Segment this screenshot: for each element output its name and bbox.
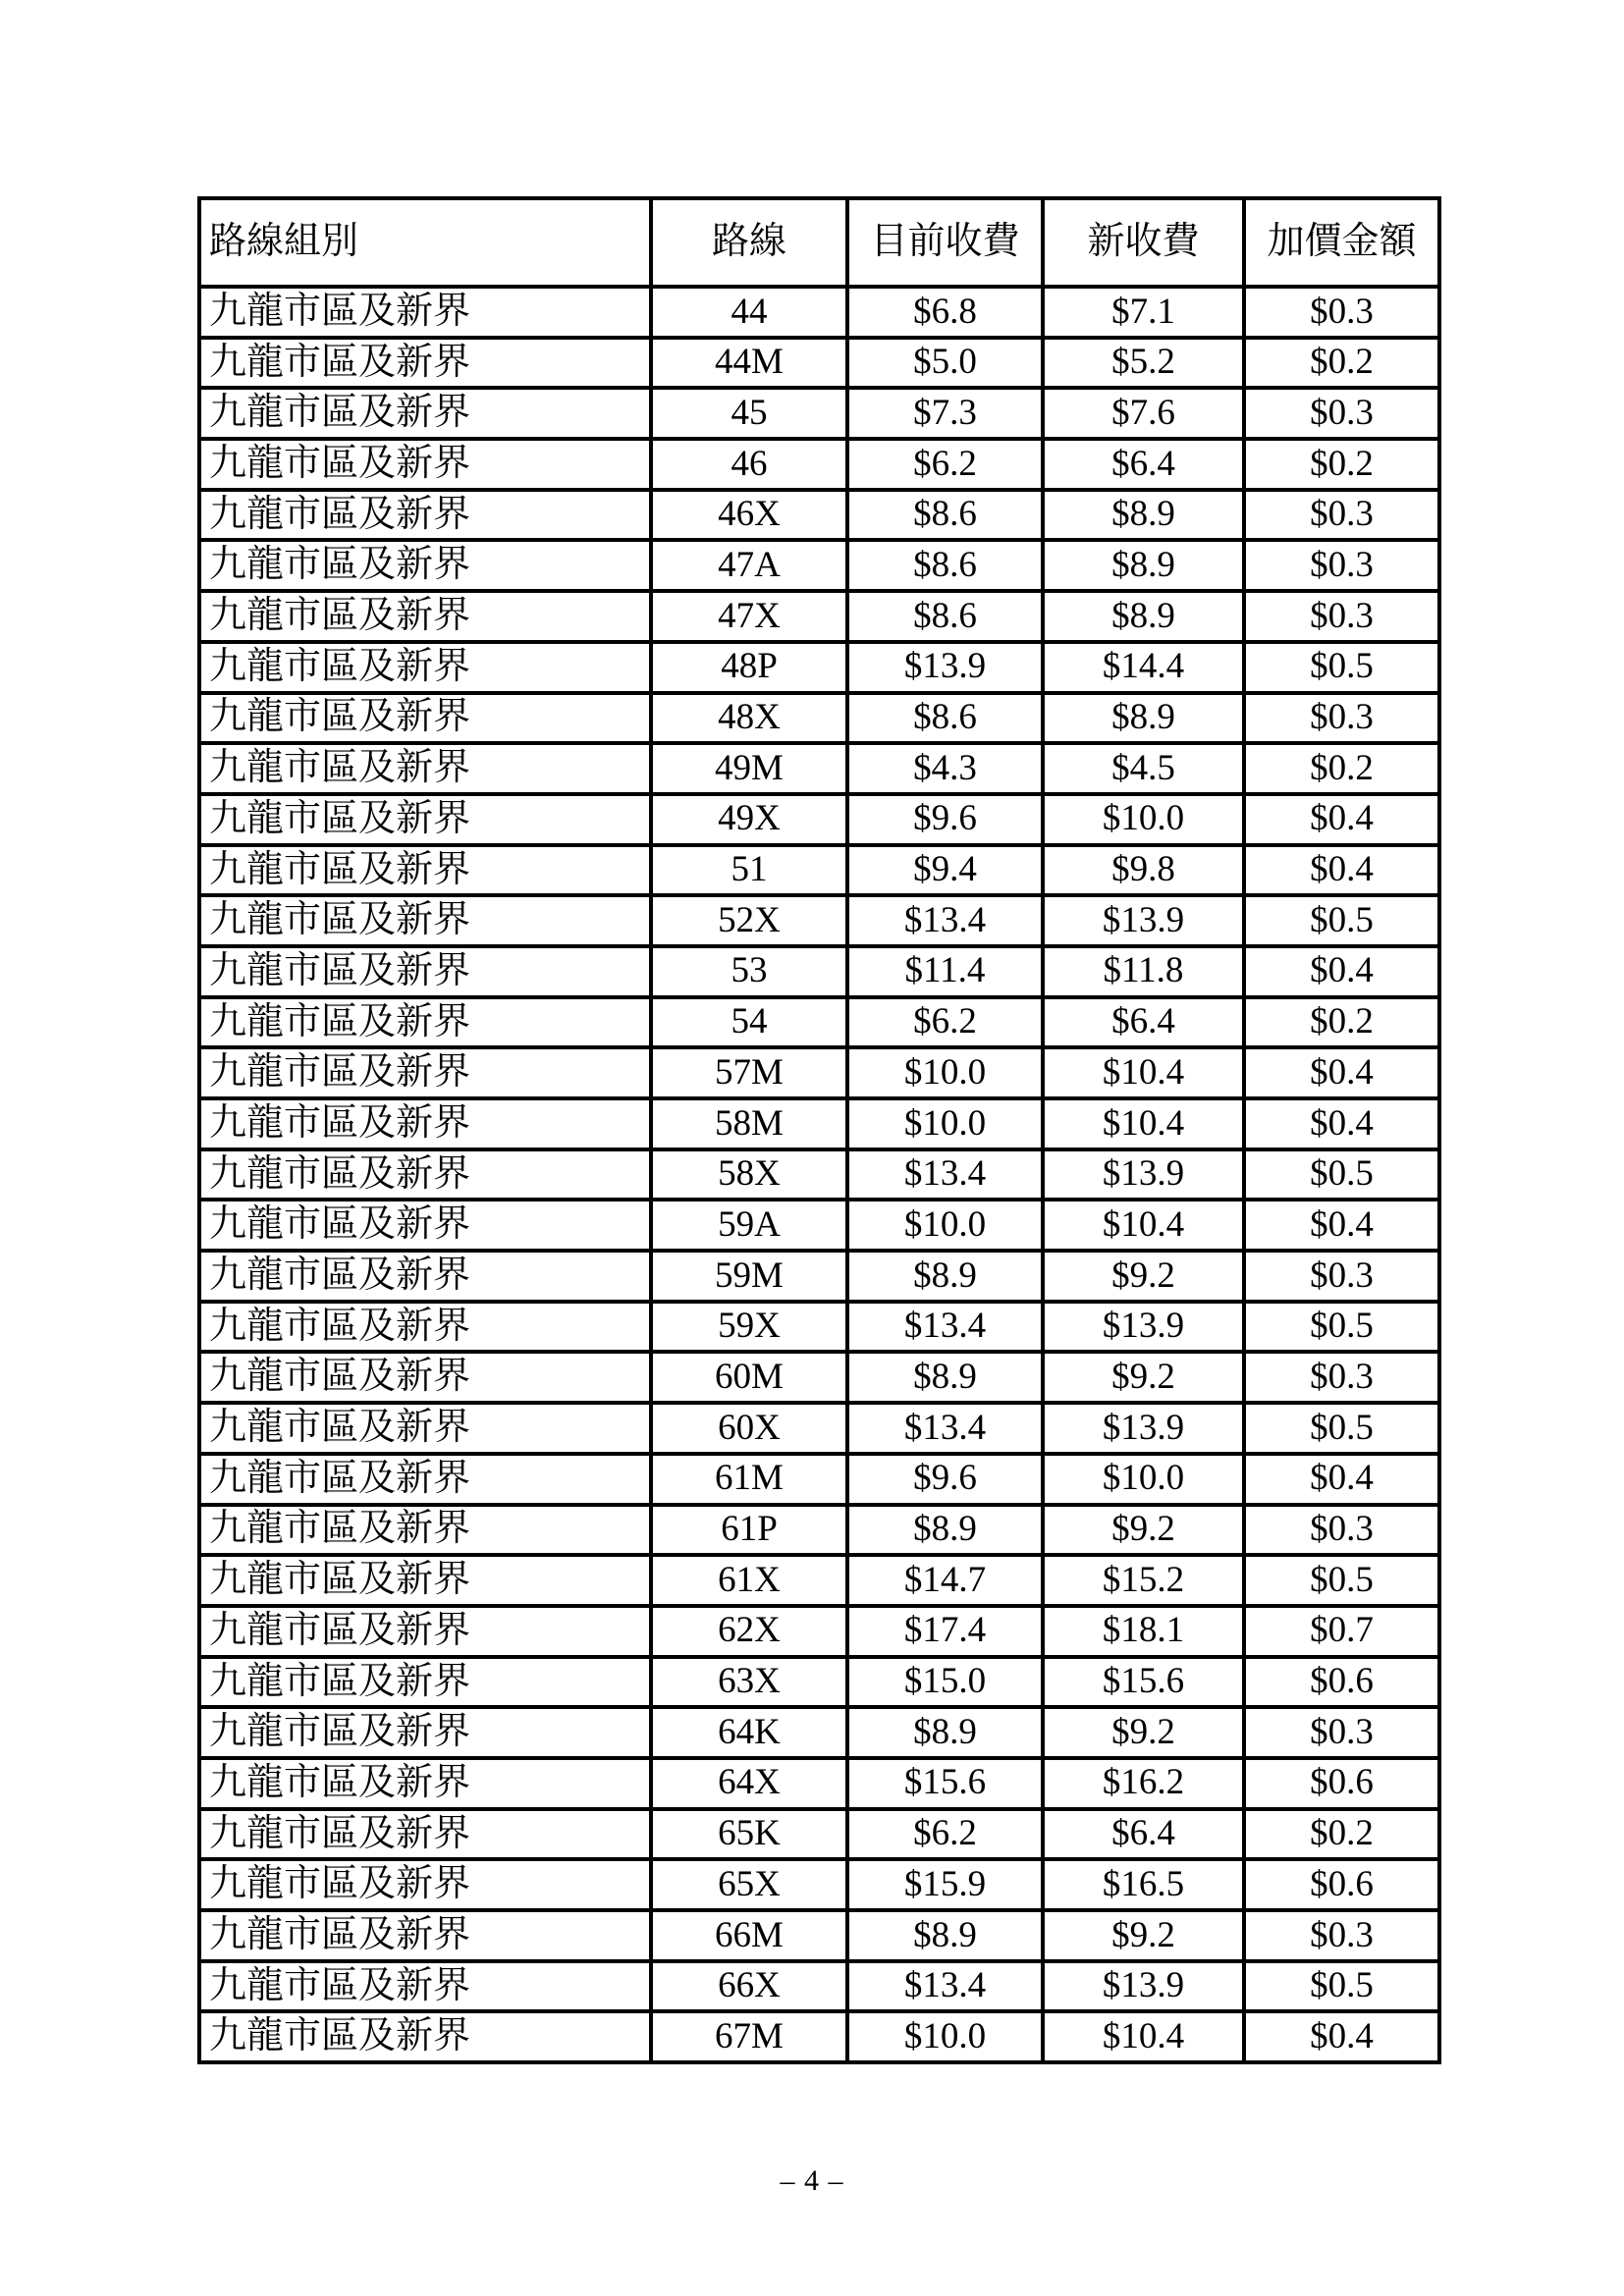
table-row [199,845,1439,896]
cell-route: 47A [651,540,847,591]
cell-current: $8.9 [847,1352,1043,1403]
cell-group: 九龍市區及新界 [199,845,651,896]
cell-current: $8.9 [847,1505,1043,1556]
table-row [199,1302,1439,1353]
table-row [199,997,1439,1048]
cell-group: 九龍市區及新界 [199,1047,651,1098]
table-row [199,895,1439,946]
cell-current: $10.0 [847,1200,1043,1251]
cell-new: $10.4 [1043,1098,1244,1149]
cell-route: 64K [651,1707,847,1758]
cell-new: $16.2 [1043,1758,1244,1809]
cell-increase: $0.4 [1244,794,1439,845]
cell-group: 九龍市區及新界 [199,1657,651,1708]
cell-group: 九龍市區及新界 [199,1555,651,1606]
cell-new: $5.2 [1043,338,1244,389]
column-header-group: 路線組別 [199,198,651,287]
cell-route: 66M [651,1910,847,1961]
cell-group: 九龍市區及新界 [199,1251,651,1302]
cell-route: 62X [651,1606,847,1657]
cell-group: 九龍市區及新界 [199,1149,651,1201]
cell-increase: $0.6 [1244,1758,1439,1809]
cell-current: $8.9 [847,1707,1043,1758]
cell-increase: $0.2 [1244,1809,1439,1860]
cell-new: $10.0 [1043,1454,1244,1505]
cell-group: 九龍市區及新界 [199,1606,651,1657]
table-row [199,388,1439,439]
cell-new: $13.9 [1043,1302,1244,1353]
cell-increase: $0.5 [1244,895,1439,946]
cell-increase: $0.5 [1244,1302,1439,1353]
cell-current: $13.4 [847,1403,1043,1454]
table-row [199,946,1439,997]
cell-current: $13.9 [847,642,1043,693]
cell-route: 59A [651,1200,847,1251]
table-row [199,1454,1439,1505]
cell-group: 九龍市區及新界 [199,743,651,794]
cell-route: 48X [651,693,847,744]
table-row [199,743,1439,794]
cell-increase: $0.4 [1244,946,1439,997]
cell-group: 九龍市區及新界 [199,1200,651,1251]
table-row [199,1200,1439,1251]
page-number: – 4 – [780,2164,844,2197]
cell-current: $4.3 [847,743,1043,794]
cell-current: $8.6 [847,591,1043,642]
table-row [199,540,1439,591]
cell-new: $16.5 [1043,1859,1244,1910]
cell-group: 九龍市區及新界 [199,642,651,693]
cell-route: 61X [651,1555,847,1606]
cell-current: $11.4 [847,946,1043,997]
cell-current: $6.8 [847,287,1043,338]
cell-group: 九龍市區及新界 [199,1809,651,1860]
cell-new: $8.9 [1043,490,1244,541]
table-row [199,1657,1439,1708]
table-row [199,1758,1439,1809]
cell-route: 61P [651,1505,847,1556]
cell-new: $13.9 [1043,895,1244,946]
table-row [199,2011,1439,2062]
cell-group: 九龍市區及新界 [199,1403,651,1454]
table-row [199,338,1439,389]
cell-group: 九龍市區及新界 [199,1707,651,1758]
cell-route: 66X [651,1961,847,2012]
column-header-route: 路線 [651,198,847,287]
table-row [199,1251,1439,1302]
cell-current: $14.7 [847,1555,1043,1606]
cell-route: 51 [651,845,847,896]
table-row [199,1505,1439,1556]
table-row [199,1098,1439,1149]
table-row [199,794,1439,845]
cell-current: $8.6 [847,540,1043,591]
cell-group: 九龍市區及新界 [199,591,651,642]
cell-new: $18.1 [1043,1606,1244,1657]
cell-increase: $0.3 [1244,591,1439,642]
cell-route: 60X [651,1403,847,1454]
cell-current: $13.4 [847,1961,1043,2012]
cell-new: $6.4 [1043,1809,1244,1860]
cell-new: $8.9 [1043,540,1244,591]
cell-group: 九龍市區及新界 [199,338,651,389]
cell-route: 47X [651,591,847,642]
cell-current: $15.9 [847,1859,1043,1910]
cell-route: 44 [651,287,847,338]
cell-current: $15.0 [847,1657,1043,1708]
cell-current: $6.2 [847,997,1043,1048]
cell-route: 44M [651,338,847,389]
cell-group: 九龍市區及新界 [199,1961,651,2012]
cell-current: $9.6 [847,1454,1043,1505]
cell-group: 九龍市區及新界 [199,1758,651,1809]
cell-increase: $0.2 [1244,338,1439,389]
table-row [199,1606,1439,1657]
cell-current: $6.2 [847,439,1043,490]
cell-increase: $0.3 [1244,490,1439,541]
table-row [199,1961,1439,2012]
cell-group: 九龍市區及新界 [199,946,651,997]
cell-group: 九龍市區及新界 [199,1910,651,1961]
cell-increase: $0.5 [1244,1555,1439,1606]
header-row [199,198,1439,287]
table-row [199,1707,1439,1758]
table-row [199,642,1439,693]
cell-increase: $0.5 [1244,1961,1439,2012]
cell-route: 53 [651,946,847,997]
cell-route: 63X [651,1657,847,1708]
cell-route: 54 [651,997,847,1048]
cell-increase: $0.6 [1244,1859,1439,1910]
cell-new: $9.2 [1043,1707,1244,1758]
table-row [199,1910,1439,1961]
cell-current: $10.0 [847,2011,1043,2062]
cell-new: $10.4 [1043,1047,1244,1098]
cell-group: 九龍市區及新界 [199,693,651,744]
cell-new: $13.9 [1043,1403,1244,1454]
cell-current: $6.2 [847,1809,1043,1860]
cell-increase: $0.4 [1244,2011,1439,2062]
table-row [199,1403,1439,1454]
cell-route: 49X [651,794,847,845]
cell-group: 九龍市區及新界 [199,895,651,946]
cell-group: 九龍市區及新界 [199,540,651,591]
cell-group: 九龍市區及新界 [199,439,651,490]
cell-new: $15.2 [1043,1555,1244,1606]
cell-current: $8.9 [847,1251,1043,1302]
cell-increase: $0.3 [1244,1505,1439,1556]
cell-new: $9.2 [1043,1251,1244,1302]
cell-new: $15.6 [1043,1657,1244,1708]
cell-increase: $0.2 [1244,743,1439,794]
cell-route: 67M [651,2011,847,2062]
cell-group: 九龍市區及新界 [199,1302,651,1353]
cell-increase: $0.4 [1244,1454,1439,1505]
cell-new: $13.9 [1043,1961,1244,2012]
cell-route: 61M [651,1454,847,1505]
cell-increase: $0.2 [1244,439,1439,490]
cell-route: 46X [651,490,847,541]
cell-new: $4.5 [1043,743,1244,794]
cell-increase: $0.3 [1244,287,1439,338]
column-header-increase: 加價金額 [1244,198,1439,287]
cell-current: $13.4 [847,1149,1043,1201]
cell-increase: $0.3 [1244,1910,1439,1961]
table-row [199,1555,1439,1606]
cell-increase: $0.5 [1244,1149,1439,1201]
column-header-new: 新收費 [1043,198,1244,287]
cell-current: $15.6 [847,1758,1043,1809]
cell-increase: $0.3 [1244,1707,1439,1758]
cell-group: 九龍市區及新界 [199,997,651,1048]
cell-group: 九龍市區及新界 [199,388,651,439]
cell-current: $10.0 [847,1098,1043,1149]
cell-increase: $0.3 [1244,540,1439,591]
cell-new: $11.8 [1043,946,1244,997]
cell-new: $6.4 [1043,997,1244,1048]
table-row [199,693,1439,744]
cell-increase: $0.4 [1244,845,1439,896]
cell-route: 58M [651,1098,847,1149]
cell-increase: $0.3 [1244,388,1439,439]
cell-route: 57M [651,1047,847,1098]
table-row [199,490,1439,541]
cell-route: 59X [651,1302,847,1353]
cell-new: $10.4 [1043,2011,1244,2062]
cell-new: $8.9 [1043,591,1244,642]
cell-route: 52X [651,895,847,946]
table-row [199,287,1439,338]
cell-group: 九龍市區及新界 [199,490,651,541]
table-row [199,1809,1439,1860]
cell-route: 58X [651,1149,847,1201]
cell-route: 49M [651,743,847,794]
table-row [199,439,1439,490]
cell-new: $13.9 [1043,1149,1244,1201]
cell-current: $8.6 [847,693,1043,744]
cell-increase: $0.4 [1244,1047,1439,1098]
cell-new: $7.1 [1043,287,1244,338]
cell-increase: $0.7 [1244,1606,1439,1657]
cell-current: $13.4 [847,1302,1043,1353]
table-row [199,1859,1439,1910]
cell-route: 48P [651,642,847,693]
cell-route: 45 [651,388,847,439]
cell-current: $9.4 [847,845,1043,896]
cell-increase: $0.3 [1244,1352,1439,1403]
cell-increase: $0.6 [1244,1657,1439,1708]
cell-new: $9.2 [1043,1910,1244,1961]
cell-current: $9.6 [847,794,1043,845]
fare-table [197,196,1441,2064]
cell-route: 60M [651,1352,847,1403]
table-row [199,1047,1439,1098]
cell-increase: $0.5 [1244,642,1439,693]
cell-route: 46 [651,439,847,490]
cell-current: $8.9 [847,1910,1043,1961]
cell-new: $10.0 [1043,794,1244,845]
cell-new: $10.4 [1043,1200,1244,1251]
cell-group: 九龍市區及新界 [199,287,651,338]
cell-route: 65K [651,1809,847,1860]
cell-new: $9.8 [1043,845,1244,896]
cell-current: $13.4 [847,895,1043,946]
cell-current: $8.6 [847,490,1043,541]
cell-group: 九龍市區及新界 [199,1454,651,1505]
cell-new: $9.2 [1043,1505,1244,1556]
cell-group: 九龍市區及新界 [199,1098,651,1149]
cell-increase: $0.5 [1244,1403,1439,1454]
cell-new: $6.4 [1043,439,1244,490]
cell-current: $7.3 [847,388,1043,439]
cell-increase: $0.4 [1244,1200,1439,1251]
cell-current: $5.0 [847,338,1043,389]
cell-increase: $0.3 [1244,1251,1439,1302]
fare-table-body [199,287,1439,2062]
cell-increase: $0.3 [1244,693,1439,744]
cell-group: 九龍市區及新界 [199,1352,651,1403]
cell-current: $10.0 [847,1047,1043,1098]
column-header-current: 目前收費 [847,198,1043,287]
table-row [199,1149,1439,1201]
cell-route: 59M [651,1251,847,1302]
cell-new: $14.4 [1043,642,1244,693]
cell-new: $9.2 [1043,1352,1244,1403]
cell-group: 九龍市區及新界 [199,1505,651,1556]
cell-current: $17.4 [847,1606,1043,1657]
cell-new: $8.9 [1043,693,1244,744]
table-row [199,1352,1439,1403]
cell-route: 65X [651,1859,847,1910]
cell-new: $7.6 [1043,388,1244,439]
cell-group: 九龍市區及新界 [199,794,651,845]
cell-group: 九龍市區及新界 [199,2011,651,2062]
cell-route: 64X [651,1758,847,1809]
cell-increase: $0.2 [1244,997,1439,1048]
cell-increase: $0.4 [1244,1098,1439,1149]
table-row [199,591,1439,642]
cell-group: 九龍市區及新界 [199,1859,651,1910]
